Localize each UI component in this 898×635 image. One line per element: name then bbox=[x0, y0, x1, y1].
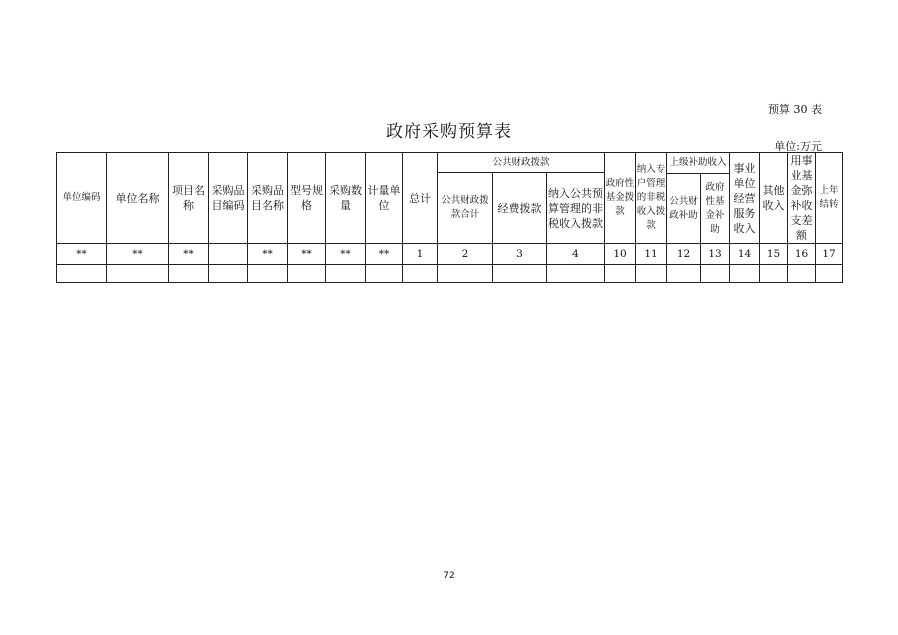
row-code-cell: ** bbox=[169, 244, 209, 265]
row-code-cell: 17 bbox=[816, 244, 843, 265]
col-public-subsidy: 公共财政补助 bbox=[667, 174, 701, 244]
row-code-cell: ** bbox=[107, 244, 169, 265]
col-operating: 经费拨款 bbox=[493, 173, 547, 244]
row-code-cell: 14 bbox=[730, 244, 760, 265]
page-number: 72 bbox=[443, 571, 455, 581]
row-code-cell: ** bbox=[288, 244, 326, 265]
row-code-cell: 2 bbox=[438, 244, 493, 265]
col-unit-code: 单位编码 bbox=[57, 153, 107, 244]
col-nontax: 纳入公共预算管理的非税收入拨款 bbox=[547, 173, 605, 244]
row-code-cell: 13 bbox=[701, 244, 730, 265]
col-group-superior: 上级补助收入 bbox=[667, 153, 730, 174]
row-code-cell: ** bbox=[366, 244, 403, 265]
col-carryover: 上年结转 bbox=[816, 153, 843, 244]
col-fund-subsidy: 政府性基金补助 bbox=[701, 174, 730, 244]
row-code-cell: 1 bbox=[403, 244, 438, 265]
col-public-total: 公共财政拨款合计 bbox=[438, 173, 493, 244]
col-item-code: 采购品目编码 bbox=[209, 153, 248, 244]
page-title: 政府采购预算表 bbox=[386, 122, 512, 142]
col-item-name: 项目名称 bbox=[169, 153, 209, 244]
row-code-cell: ** bbox=[57, 244, 107, 265]
row-code-cell: 12 bbox=[667, 244, 701, 265]
col-gov-fund: 政府性基金拨款 bbox=[605, 153, 636, 244]
col-quantity: 采购数量 bbox=[326, 153, 366, 244]
col-special-account: 纳入专户管理的非税收入拨款 bbox=[636, 153, 667, 244]
row-code-cell: 11 bbox=[636, 244, 667, 265]
form-number: 预算 30 表 bbox=[768, 103, 822, 116]
procurement-budget-table bbox=[56, 152, 843, 283]
empty-row bbox=[57, 265, 843, 283]
row-code-cell: ** bbox=[326, 244, 366, 265]
row-code-cell bbox=[209, 244, 248, 265]
col-measure-unit: 计量单位 bbox=[366, 153, 403, 244]
row-code-cell: 3 bbox=[493, 244, 547, 265]
col-other: 其他收入 bbox=[760, 153, 788, 244]
col-group-public: 公共财政拨款 bbox=[438, 153, 605, 173]
col-total: 总计 bbox=[403, 153, 438, 244]
col-item-title: 采购品目名称 bbox=[248, 153, 288, 244]
col-business: 事业单位经营服务收入 bbox=[730, 153, 760, 244]
unit-label: 单位:万元 bbox=[774, 140, 822, 153]
row-code-cell: ** bbox=[248, 244, 288, 265]
col-model: 型号规格 bbox=[288, 153, 326, 244]
row-code-cell: 15 bbox=[760, 244, 788, 265]
row-code-cell: 4 bbox=[547, 244, 605, 265]
row-code-cell: 16 bbox=[788, 244, 816, 265]
row-code-cell: 10 bbox=[605, 244, 636, 265]
col-reserve: 用事业基金弥补收支差额 bbox=[788, 153, 816, 244]
col-unit-name: 单位名称 bbox=[107, 153, 169, 244]
